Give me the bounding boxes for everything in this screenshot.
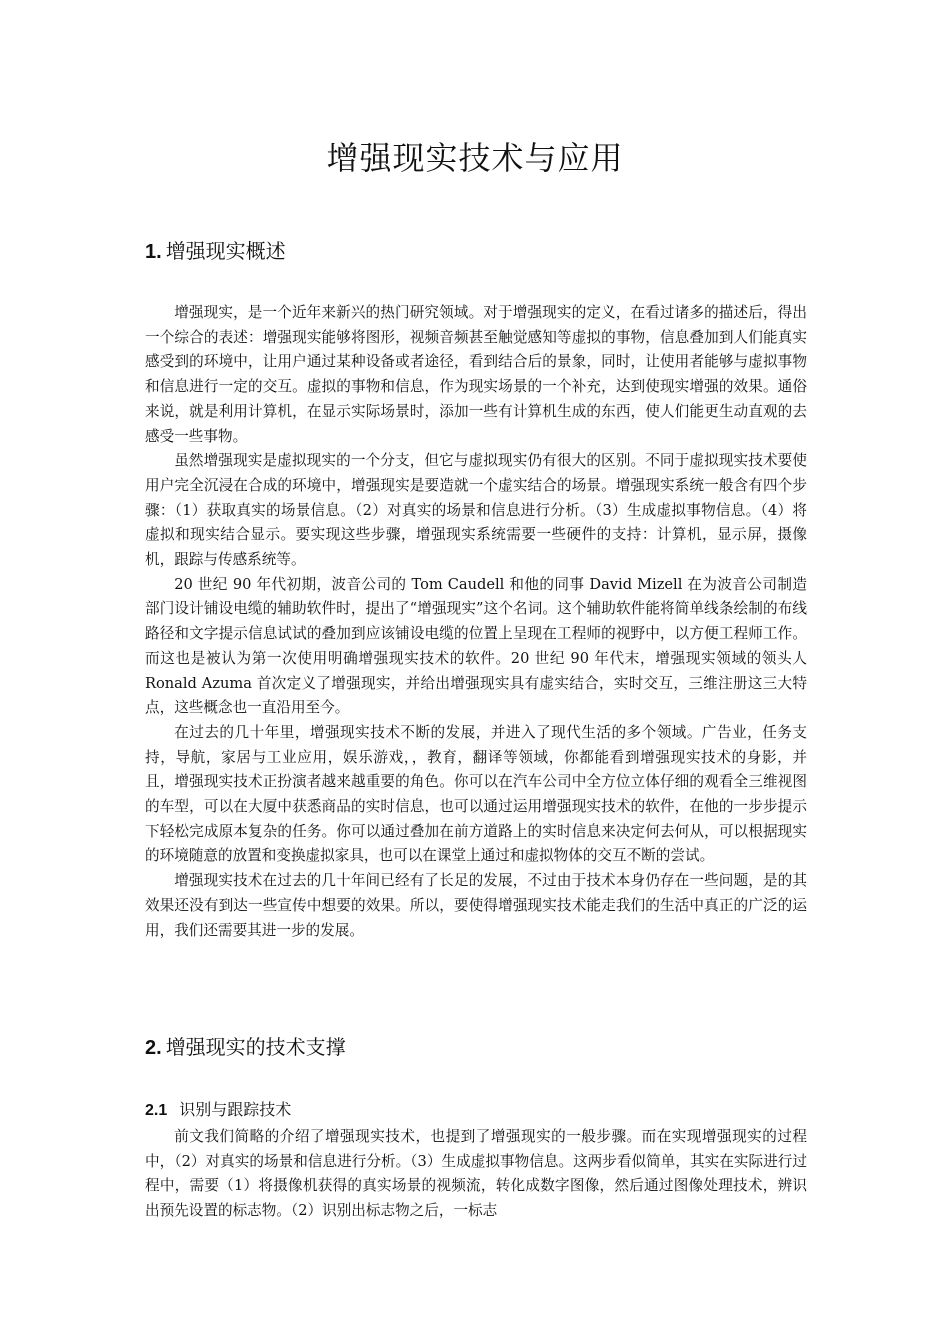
subsection-2-1-body bbox=[145, 1125, 807, 1224]
subsection-2-1-heading bbox=[145, 1098, 291, 1123]
section-1-body bbox=[145, 301, 807, 943]
paragraph: 前文我们简略的介绍了增强现实技术，也提到了增强现实的一般步骤。而在实现增强现实的过程中，（2）对真实的场景和信息进行分析。（3）生成虚拟事物信息。这两步看似简单，其实在实际进行过程中，需要（1）将摄像机获得的真实场景的视频流，转化成数字图像，然后通过图像处理技术，辨识出预先设置的标志物。（2）识别出标志物之后，一标志 bbox=[145, 1128, 807, 1220]
section-1-heading bbox=[145, 236, 286, 267]
paragraph: 增强现实技术在过去的几十年间已经有了长足的发展，不过由于技术本身仍存在一些问题，是的其效果还没有到达一些宣传中想要的效果。所以，要使得增强现实技术能走我们的生活中真正的广泛的运用，我们还需要其进一步的发展。 bbox=[145, 872, 807, 939]
paragraph: 虽然增强现实是虚拟现实的一个分支，但它与虚拟现实仍有很大的区别。不同于虚拟现实技术要使用户完全沉浸在合成的环境中，增强现实是要造就一个虚实结合的场景。增强现实系统一般含有四个步骤：（1）获取真实的场景信息。（2）对真实的场景和信息进行分析。（3）生成虚拟事物信息。（4）将虚拟和现实结合显示。要实现这些步骤，增强现实系统需要一些硬件的支持：计算机，显示屏，摄像机，跟踪与传感系统等。 bbox=[145, 452, 807, 569]
paragraph: 在过去的几十年里，增强现实技术不断的发展，并进入了现代生活的多个领域。广告业，任务支持，导航，家居与工业应用，娱乐游戏，，教育，翻译等领域，你都能看到增强现实技术的身影，并且，增强现实技术正扮演者越来越重要的角色。你可以在汽车公司中全方位立体仔细的观看全三维视图的车型，可以在大厦中获悉商品的实时信息，也可以通过运用增强现实技术的软件，在他的一步步提示下轻松完成原本复杂的任务。你可以通过叠加在前方道路上的实时信息来决定何去何从，可以根据现实的环境随意的放置和变换虚拟家具，也可以在课堂上通过和虚拟物体的交互不断的尝试。 bbox=[145, 723, 807, 865]
subsection-2-1-number: 2.1 bbox=[145, 1102, 168, 1119]
section-2-heading bbox=[145, 1032, 346, 1063]
paragraph: 增强现实，是一个近年来新兴的热门研究领域。对于增强现实的定义，在看过诸多的描述后，得出一个综合的表述：增强现实能够将图形，视频音频甚至触觉感知等虚拟的事物，信息叠加到人们能真实感受到的环境中，让用户通过某种设备或者途径，看到结合后的景象，同时，让使用者能够与虚拟事物和信息进行一定的交互。虚拟的事物和信息，作为现实场景的一个补充，达到使现实增强的效果。通俗来说，就是利用计算机，在显示实际场景时，添加一些有计算机生成的东西，使人们能更生动直观的去感受一些事物。 bbox=[145, 304, 807, 445]
section-2-number: 2. bbox=[145, 1037, 162, 1059]
section-2-title: 增强现实的技术支撑 bbox=[165, 1035, 346, 1059]
section-1-title: 增强现实概述 bbox=[165, 239, 286, 263]
document-title: 增强现实技术与应用 bbox=[326, 139, 624, 177]
subsection-2-1-title: 识别与跟踪技术 bbox=[179, 1100, 292, 1119]
section-1-number: 1. bbox=[145, 241, 162, 263]
paragraph: 20 世纪 90 年代初期，波音公司的 Tom Caudell 和他的同事 David Mizell 在为波音公司制造部门设计铺设电缆的辅助软件时，提出了“增强现实”这个名词。这个辅助软件能将简单线条绘制的布线路径和文字提示信息试试的叠加到应该铺设电缆的位置上呈现在工程师的视野中，以方便工程师工作。而这也是被认为第一次使用明确增强现实技术的软件。20 世纪 90 年代末，增强现实领域的领头人 Ronald Azuma 首次定义了增强现实，并给出增强现实具有虚实结合，实时交互，三维注册这三大特点，这些概念也一直沿用至今。 bbox=[145, 575, 807, 717]
